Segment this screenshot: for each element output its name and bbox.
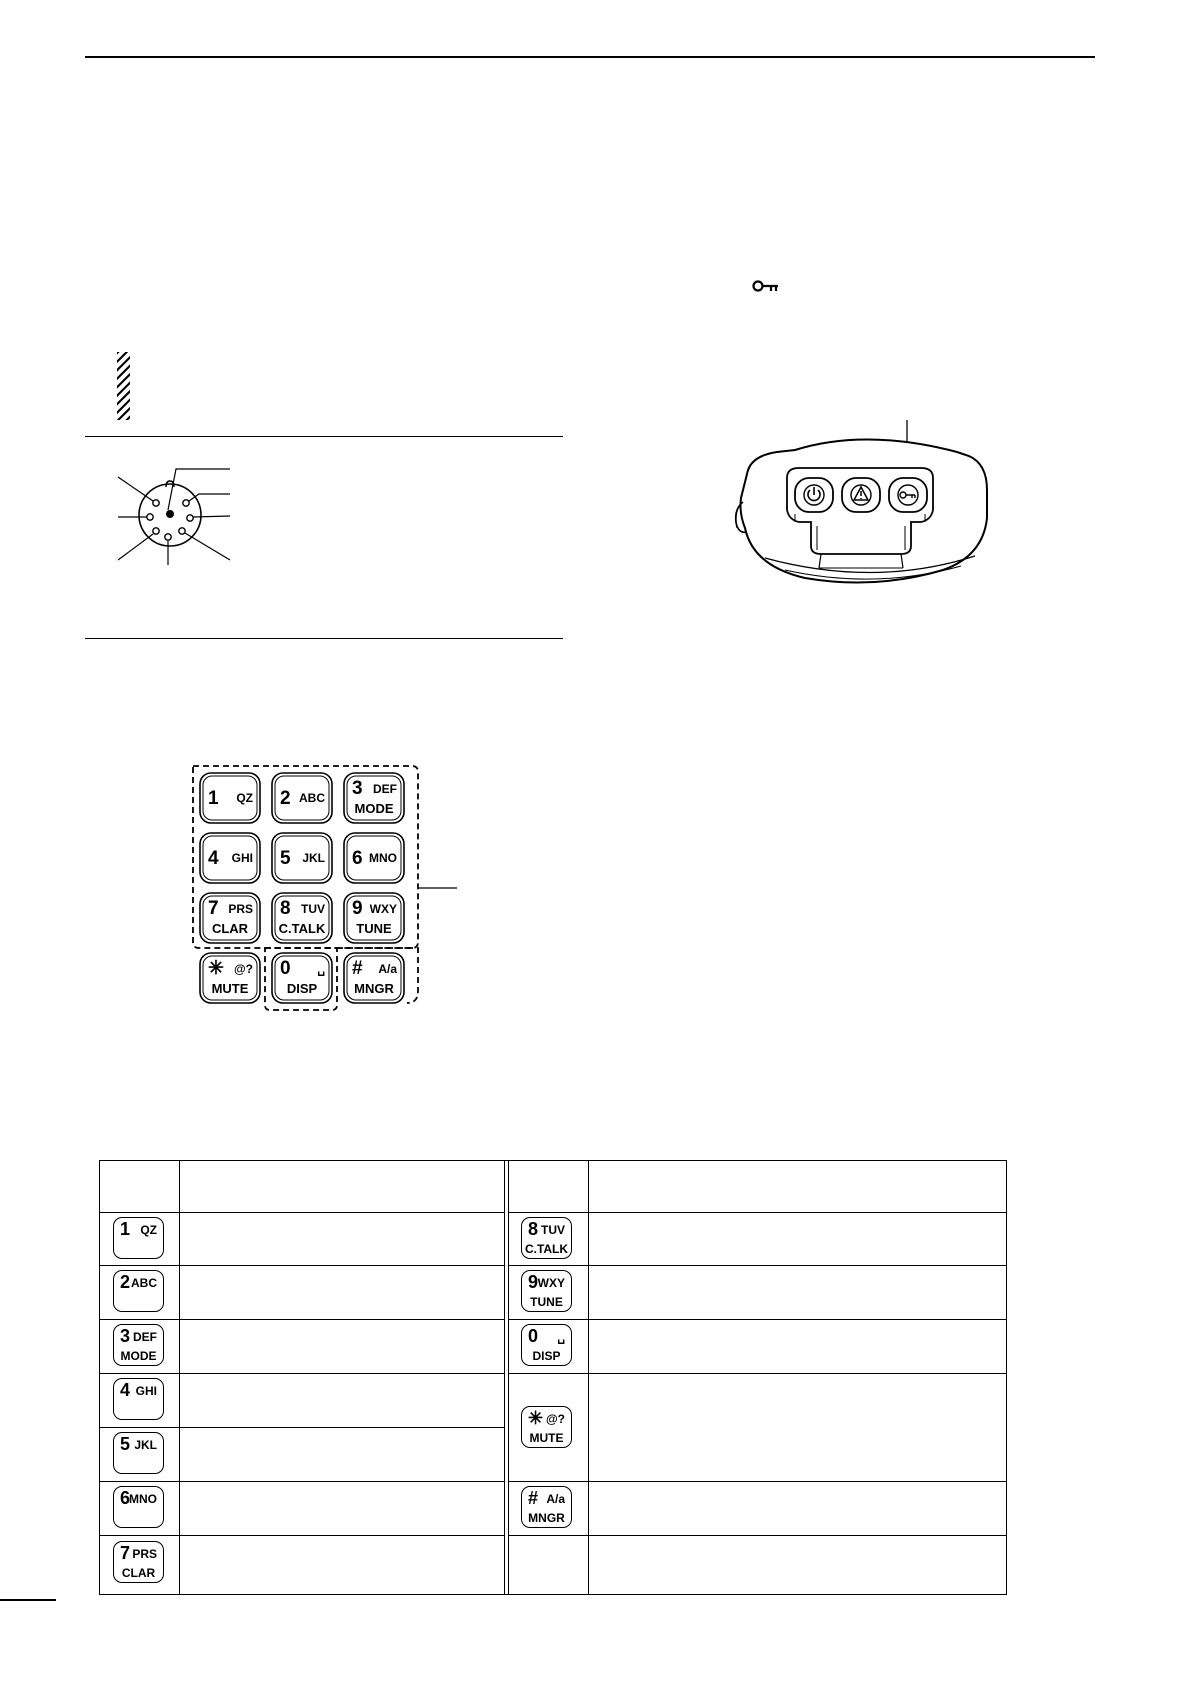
key-function: MUTE bbox=[529, 1431, 564, 1445]
key-function: CLAR bbox=[121, 1566, 156, 1580]
keypad-key-letters: @? bbox=[233, 962, 253, 976]
keypad-key-digit: 3 bbox=[352, 778, 363, 799]
row-line bbox=[508, 1535, 1006, 1536]
key-function-table bbox=[99, 1160, 1007, 1595]
table-key-5 bbox=[113, 1432, 164, 1474]
key-letters: TUV bbox=[541, 1223, 565, 1237]
keypad-key-digit: # bbox=[352, 958, 363, 979]
key-digit: 2 bbox=[120, 1272, 131, 1292]
keypad-key-digit: 5 bbox=[280, 848, 291, 869]
key-icon bbox=[752, 280, 780, 294]
keypad-key-digit: 9 bbox=[352, 898, 363, 919]
key-digit: 6 bbox=[120, 1488, 131, 1508]
table-key-3 bbox=[113, 1324, 164, 1366]
row-line bbox=[508, 1265, 1006, 1266]
table-key-6 bbox=[113, 1486, 164, 1528]
key-digit: 1 bbox=[120, 1219, 131, 1239]
keypad-key-1 bbox=[200, 773, 260, 823]
keypad-svg bbox=[185, 758, 465, 1013]
key-digit: 7 bbox=[120, 1543, 131, 1563]
lock-key-icon bbox=[898, 485, 918, 505]
page-corner-mark bbox=[0, 1599, 56, 1601]
keypad-key-digit: 6 bbox=[352, 848, 363, 869]
key-digit: 0 bbox=[528, 1326, 539, 1346]
keypad-key-function: MUTE bbox=[211, 981, 249, 996]
keypad-key-letters: TUV bbox=[301, 902, 325, 916]
key-letters: WXY bbox=[537, 1276, 565, 1290]
key-letters: A/a bbox=[546, 1492, 565, 1506]
keypad-key-digit: 4 bbox=[208, 848, 219, 869]
table-key-2 bbox=[113, 1270, 164, 1312]
keypad-key-9 bbox=[344, 893, 404, 943]
keypad-key-letters: MNO bbox=[369, 851, 397, 865]
table-key-hash bbox=[521, 1486, 572, 1528]
table-key-7 bbox=[113, 1541, 164, 1583]
key-function: DISP bbox=[532, 1349, 561, 1363]
keypad-key-6 bbox=[344, 833, 404, 883]
keypad-key-letters: DEF bbox=[373, 782, 397, 796]
key-digit: # bbox=[528, 1488, 539, 1508]
table-key-star bbox=[521, 1406, 572, 1448]
keypad-key-letters: JKL bbox=[302, 851, 325, 865]
row-line bbox=[508, 1212, 1006, 1213]
keypad-key-star bbox=[200, 953, 260, 1003]
key-letters: QZ bbox=[140, 1223, 157, 1237]
connector-pin-diagram bbox=[100, 455, 240, 565]
keypad-key-5 bbox=[272, 833, 332, 883]
table-key-0 bbox=[521, 1324, 572, 1366]
key-letters: ABC bbox=[131, 1276, 157, 1290]
col-divider-2b bbox=[508, 1161, 509, 1594]
table-key-8 bbox=[521, 1217, 572, 1259]
keypad-key-3 bbox=[344, 773, 404, 823]
keypad-key-letters: ABC bbox=[299, 791, 325, 805]
row-line bbox=[508, 1373, 1006, 1374]
col-divider-3 bbox=[588, 1161, 589, 1594]
keypad-key-digit: 2 bbox=[280, 788, 291, 809]
keypad-key-letters: QZ bbox=[236, 791, 253, 805]
key-letters: PRS bbox=[132, 1547, 157, 1561]
keypad-key-function: TUNE bbox=[356, 921, 392, 936]
keypad-key-digit: 8 bbox=[280, 898, 291, 919]
keypad-key-function: CLAR bbox=[211, 921, 249, 936]
keypad-key-hash bbox=[344, 953, 404, 1003]
keypad-key-digit: 1 bbox=[208, 788, 219, 809]
keypad-key-letters: GHI bbox=[231, 851, 253, 865]
key-digit: 5 bbox=[120, 1434, 131, 1454]
key-letters: GHI bbox=[135, 1384, 157, 1398]
key-letters: DEF bbox=[133, 1330, 157, 1344]
keypad-key-0 bbox=[272, 953, 332, 1003]
row-line bbox=[508, 1319, 1006, 1320]
key-function: C.TALK bbox=[524, 1242, 569, 1256]
row-line bbox=[100, 1319, 505, 1320]
row-line bbox=[100, 1373, 505, 1374]
keypad-key-function: DISP bbox=[286, 981, 318, 996]
keypad-key-digit: 0 bbox=[280, 958, 291, 979]
keypad-key-function: MODE bbox=[354, 801, 394, 816]
key-function: TUNE bbox=[530, 1295, 563, 1309]
key-function: MNGR bbox=[528, 1511, 565, 1525]
keypad-illustration bbox=[185, 758, 465, 1013]
key-letters: JKL bbox=[134, 1438, 157, 1452]
keypad-key-letters: PRS bbox=[228, 902, 253, 916]
row-line bbox=[508, 1481, 1006, 1482]
row-line bbox=[100, 1427, 505, 1428]
row-line bbox=[100, 1535, 505, 1536]
keypad-key-2 bbox=[272, 773, 332, 823]
key-letters: ␣ bbox=[557, 1330, 565, 1344]
table-key-1 bbox=[113, 1217, 164, 1259]
keypad-key-7 bbox=[200, 893, 260, 943]
connector-box-bottom-rule bbox=[85, 638, 563, 639]
keypad-key-digit: ✳ bbox=[208, 958, 224, 979]
col-divider-1 bbox=[179, 1161, 180, 1594]
keypad-key-letters: WXY bbox=[369, 902, 397, 916]
col-divider-2a bbox=[504, 1161, 505, 1594]
row-line bbox=[100, 1212, 505, 1213]
keypad-key-letters: A/a bbox=[378, 962, 397, 976]
keypad-key-digit: 7 bbox=[208, 898, 219, 919]
connector-box-top-rule bbox=[85, 436, 563, 437]
keypad-key-4 bbox=[200, 833, 260, 883]
keypad-key-function: MNGR bbox=[354, 981, 394, 996]
keypad-key-function: C.TALK bbox=[278, 921, 326, 936]
key-digit: ✳ bbox=[528, 1408, 544, 1428]
table-key-9 bbox=[521, 1270, 572, 1312]
caution-hatch-mark bbox=[117, 352, 130, 420]
key-letters: @? bbox=[545, 1412, 565, 1426]
row-line bbox=[100, 1265, 505, 1266]
key-letters: MNO bbox=[129, 1492, 157, 1506]
key-digit: 8 bbox=[528, 1219, 539, 1239]
key-function: MODE bbox=[120, 1349, 157, 1363]
table-key-4 bbox=[113, 1378, 164, 1420]
keypad-key-letters: ␣ bbox=[317, 962, 325, 976]
power-icon bbox=[804, 485, 824, 505]
key-digit: 4 bbox=[120, 1380, 131, 1400]
radio-top-view-illustration bbox=[725, 418, 1005, 598]
keypad-key-8 bbox=[272, 893, 332, 943]
key-digit: 3 bbox=[120, 1326, 131, 1346]
key-digit: 9 bbox=[528, 1272, 539, 1292]
row-line bbox=[100, 1481, 505, 1482]
emergency-icon bbox=[851, 485, 871, 505]
top-rule bbox=[85, 56, 1095, 58]
